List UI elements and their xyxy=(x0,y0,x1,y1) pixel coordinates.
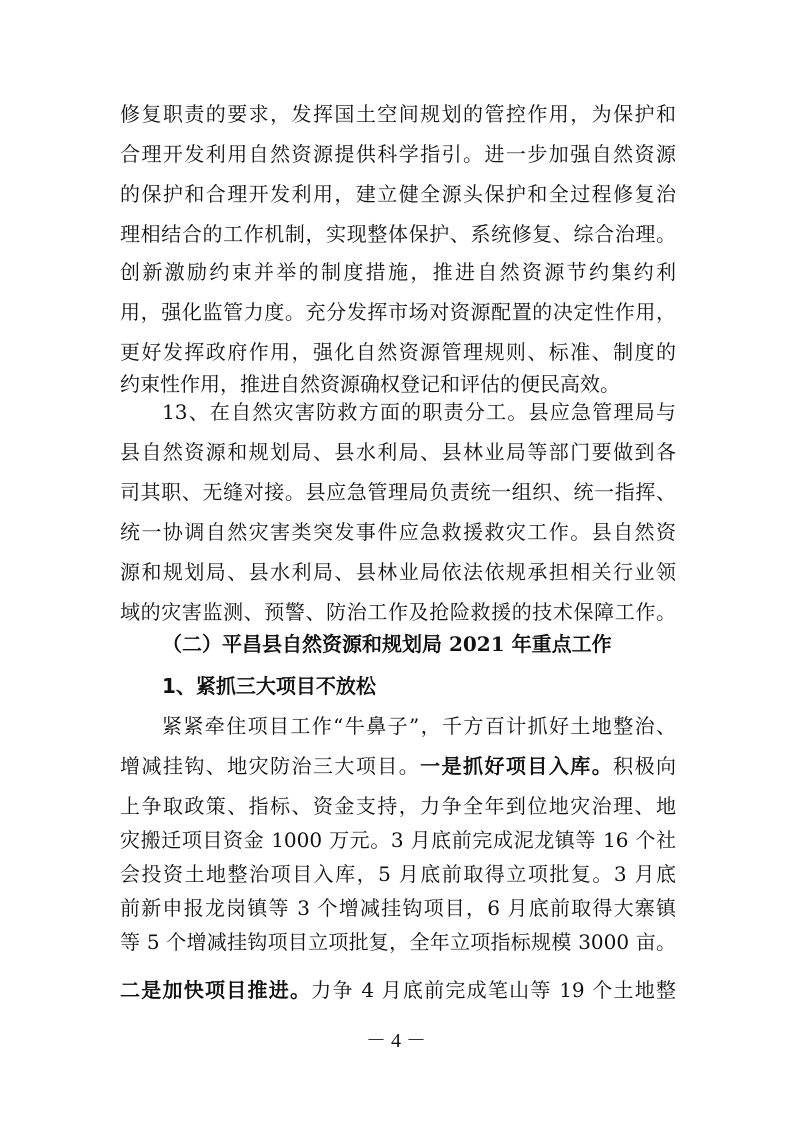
emphasis-text: 一是抓好项目入库。 xyxy=(420,754,614,778)
body-text-span: 力争 4 月底前完成笔山等 19 个土地整 xyxy=(311,978,677,1002)
body-text-line xyxy=(120,970,676,1010)
body-text-line: 创新激励约束并举的制度措施，推进自然资源节约集约利 xyxy=(120,260,676,284)
body-text-line: 用，强化监管力度。充分发挥市场对资源配置的决定性作用， xyxy=(120,300,676,324)
section-heading: （二）平昌县自然资源和规划局 2021 年重点工作 xyxy=(162,632,612,656)
page-number: － 4 － xyxy=(366,1030,426,1052)
body-text-line: 上争取政策、指标、资金支持，力争全年到位地灾治理、地 xyxy=(120,794,676,818)
body-text-line: 会投资土地整治项目入库，5 月底前取得立项批复。3 月底 xyxy=(120,862,676,886)
body-text-line: 域的灾害监测、预警、防治工作及抢险救援的技术保障工作。 xyxy=(120,600,676,624)
body-text-line: 司其职、无缝对接。县应急管理局负责统一组织、统一指挥、 xyxy=(120,480,676,504)
body-text-line: 更好发挥政府作用，强化自然资源管理规则、标准、制度的 xyxy=(120,340,676,364)
body-text-line: 县自然资源和规划局、县水利局、县林业局等部门要做到各 xyxy=(120,440,676,464)
body-text-line: 紧紧牵住项目工作“牛鼻子”，千方百计抓好土地整治、 xyxy=(162,714,676,738)
emphasis-text: 二是加快项目推进。 xyxy=(120,978,312,1002)
body-text-line: 源和规划局、县水利局、县林业局依法依规承担相关行业领 xyxy=(120,560,676,584)
body-text-line: 等 5 个增减挂钩项目立项批复，全年立项指标规模 3000 亩。 xyxy=(120,930,676,954)
body-text-line: 约束性作用，推进自然资源确权登记和评估的便民高效。 xyxy=(120,372,620,396)
body-text-line: 灾搬迁项目资金 1000 万元。3 月底前完成泥龙镇等 16 个社 xyxy=(120,828,676,852)
body-text-line: 修复职责的要求，发挥国土空间规划的管控作用，为保护和 xyxy=(120,102,676,126)
body-text-line xyxy=(120,746,676,786)
body-text-line: 前新申报龙岗镇等 3 个增减挂钩项目，6 月底前取得大寨镇 xyxy=(120,896,676,920)
subsection-heading: 1、紧抓三大项目不放松 xyxy=(162,674,376,698)
body-text-span: 增减挂钩、地灾防治三大项目。 xyxy=(120,754,421,778)
body-text-span: 积极向 xyxy=(613,754,677,778)
body-text-line: 的保护和合理开发利用，建立健全源头保护和全过程修复治 xyxy=(120,182,676,206)
body-text-line: 合理开发利用自然资源提供科学指引。进一步加强自然资源 xyxy=(120,142,676,166)
body-text-line: 13、在自然灾害防救方面的职责分工。县应急管理局与 xyxy=(162,400,676,424)
body-text-line: 理相结合的工作机制，实现整体保护、系统修复、综合治理。 xyxy=(120,222,676,246)
body-text-line: 统一协调自然灾害类突发事件应急救援救灾工作。县自然资 xyxy=(120,520,676,544)
